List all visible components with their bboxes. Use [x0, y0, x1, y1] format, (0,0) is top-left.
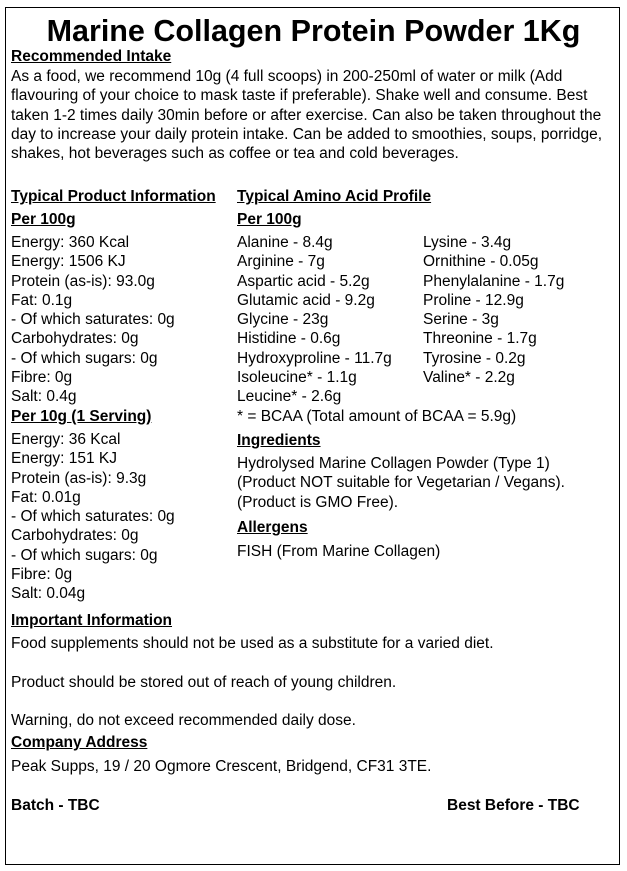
- product-title: Marine Collagen Protein Powder 1Kg: [46, 14, 581, 48]
- nutrition-row: Energy: 151 KJ: [11, 450, 117, 468]
- important-info-heading: Important Information: [11, 612, 173, 629]
- amino-acid-row: Glycine - 23g: [237, 311, 329, 329]
- amino-acid-row: Serine - 3g: [423, 311, 499, 329]
- nutrition-row: Salt: 0.4g: [11, 388, 77, 406]
- amino-list-col1: [237, 233, 392, 407]
- important-info-line: Product should be stored out of reach of young children.: [11, 674, 397, 691]
- amino-acid-heading: Typical Amino Acid Profile: [237, 188, 432, 205]
- best-before-label: Best Before - TBC: [447, 797, 580, 814]
- nutrition-row: Energy: 360 Kcal: [11, 234, 130, 251]
- amino-acid-row: Leucine* - 2.6g: [237, 388, 342, 406]
- amino-acid-row: Phenylalanine - 1.7g: [423, 272, 565, 290]
- nutrition-row: Salt: 0.04g: [11, 585, 86, 603]
- nutrition-row: Protein (as-is): 9.3g: [11, 469, 147, 487]
- nutrition-row: Fat: 0.01g: [11, 488, 81, 506]
- nutrition-row: Energy: 1506 KJ: [11, 253, 126, 271]
- important-info-line: Food supplements should not be used as a substitute for a varied diet.: [11, 635, 494, 652]
- amino-acid-row: Alanine - 8.4g: [237, 234, 333, 251]
- nutrition-row: - Of which saturates: 0g: [11, 311, 175, 329]
- per-serving-list: [11, 430, 175, 604]
- nutrition-row: Energy: 36 Kcal: [11, 431, 121, 448]
- nutrition-row: - Of which sugars: 0g: [11, 349, 158, 367]
- company-address-heading: Company Address: [11, 734, 148, 751]
- product-info-heading: Typical Product Information: [11, 188, 216, 205]
- amino-acid-row: Valine* - 2.2g: [423, 369, 515, 387]
- allergens-text: FISH (From Marine Collagen): [237, 543, 441, 560]
- ingredient-line: Hydrolysed Marine Collagen Powder (Type 1): [237, 455, 550, 472]
- recommended-intake-heading: Recommended Intake: [11, 48, 172, 65]
- nutrition-row: Fibre: 0g: [11, 566, 73, 584]
- amino-acid-row: Arginine - 7g: [237, 253, 325, 271]
- amino-per-100g-heading: Per 100g: [237, 211, 302, 228]
- ingredients-list: [237, 454, 565, 512]
- amino-acid-row: Threonine - 1.7g: [423, 330, 537, 348]
- ingredient-line: (Product is GMO Free).: [237, 493, 399, 511]
- amino-list-col2: [423, 233, 564, 387]
- amino-acid-row: Hydroxyproline - 11.7g: [237, 349, 392, 367]
- per-100g-list: [11, 233, 175, 407]
- ingredient-line: (Product NOT suitable for Vegetarian / Vegans).: [237, 474, 565, 492]
- nutrition-row: Carbohydrates: 0g: [11, 330, 139, 348]
- amino-acid-row: Lysine - 3.4g: [423, 234, 512, 251]
- amino-acid-row: Ornithine - 0.05g: [423, 253, 539, 271]
- company-address-text: Peak Supps, 19 / 20 Ogmore Crescent, Bridgend, CF31 3TE.: [11, 758, 432, 775]
- bcaa-note: * = BCAA (Total amount of BCAA = 5.9g): [237, 408, 517, 425]
- nutrition-row: Carbohydrates: 0g: [11, 527, 139, 545]
- ingredients-heading: Ingredients: [237, 432, 321, 449]
- amino-acid-row: Aspartic acid - 5.2g: [237, 272, 370, 290]
- amino-acid-row: Proline - 12.9g: [423, 291, 524, 309]
- amino-acid-row: Tyrosine - 0.2g: [423, 349, 526, 367]
- per-serving-heading: Per 10g (1 Serving): [11, 408, 152, 425]
- important-info-line: Warning, do not exceed recommended daily dose.: [11, 712, 356, 729]
- allergens-heading: Allergens: [237, 519, 308, 536]
- recommended-intake-text: As a food, we recommend 10g (4 full scoops) in 200-250ml of water or milk (Add flavouring of your choice to mask taste if preferable). Shake well and consume. Best taken 1-2 times daily 30min before or after exercise. Can also be taken throughout the day to increase your daily protein intake. Can be added to smoothies, soups, porridge, shakes, hot beverages such as coffee or tea and cold beverages.: [11, 68, 603, 163]
- amino-acid-row: Histidine - 0.6g: [237, 330, 341, 348]
- nutrition-row: Protein (as-is): 93.0g: [11, 272, 155, 290]
- amino-acid-row: Isoleucine* - 1.1g: [237, 369, 357, 387]
- nutrition-row: Fibre: 0g: [11, 369, 73, 387]
- nutrition-row: - Of which saturates: 0g: [11, 508, 175, 526]
- per-100g-heading: Per 100g: [11, 211, 76, 228]
- nutrition-row: Fat: 0.1g: [11, 291, 73, 309]
- batch-label: Batch - TBC: [11, 797, 100, 814]
- nutrition-row: - Of which sugars: 0g: [11, 546, 158, 564]
- amino-acid-row: Glutamic acid - 9.2g: [237, 291, 375, 309]
